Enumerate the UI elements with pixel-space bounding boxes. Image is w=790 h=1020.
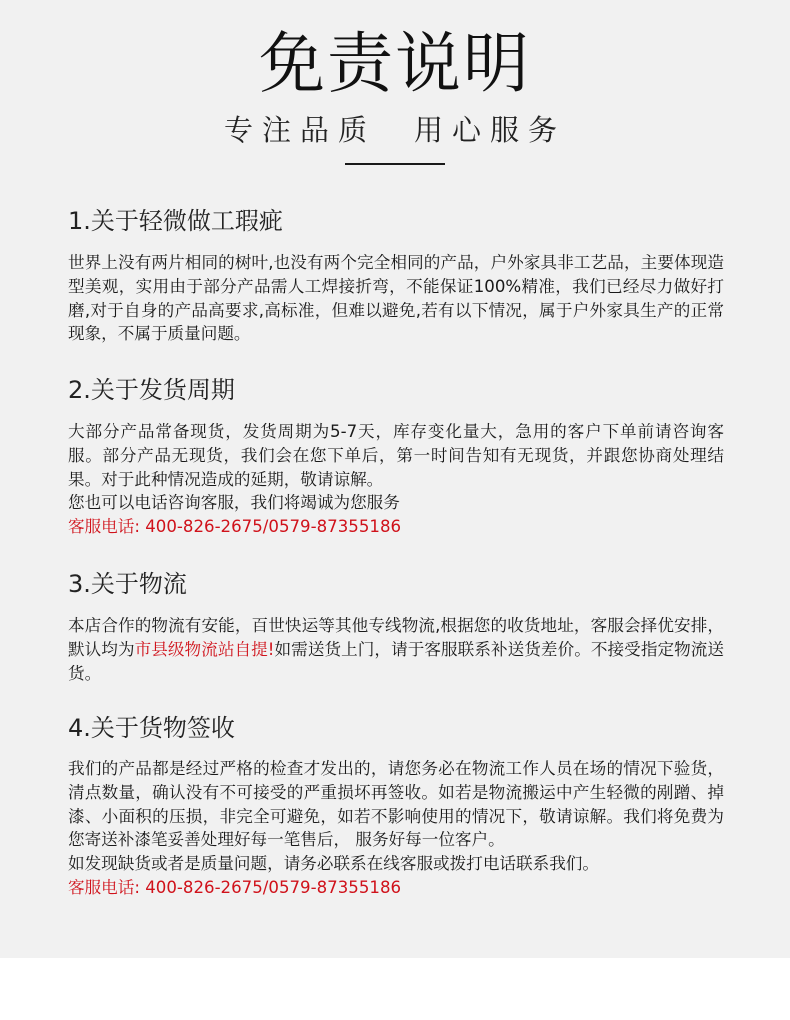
section-text-shipping-period: 大部分产品常备现货，发货周期为5-7天，库存变化量大，急用的客户下单前请咨询客服。部分产品无现货，我们会在您下单后，第一时间告知有无现货，并跟您协商处理结果。对于此种情况造成的延期，敬请谅解。 [68,422,724,489]
section-heading-logistics: 3.关于物流 [68,570,187,598]
shipping-consult-note: 您也可以电话咨询客服，我们将竭诚为您服务 [68,493,400,513]
section-body-receipt [68,757,724,900]
slogan-quality: 专注品质 [223,113,376,147]
title-divider [345,163,445,165]
customer-service-phone-2: 客服电话: 400-826-2675/0579-87355186 [68,877,402,897]
section-heading-shipping-period: 2.关于发货周期 [68,376,235,404]
contact-us-note: 如发现缺货或者是质量问题，请务必联系在线客服或拨打电话联系我们。 [68,854,599,874]
logistics-text-start: 本店合作的物流有安能，百世快运等其他专线物流,根据您的收货地址，客服会择优安排，默认均为 [68,616,724,659]
logistics-text-end: 如需送货上门，请于客服联系补送货差价。不接受指定物流送货。 [68,639,725,683]
slogan [0,110,790,150]
customer-service-phone: 客服电话: 400-826-2675/0579-87355186 [68,517,402,537]
section-heading-workmanship: 1.关于轻微做工瑕疵 [68,207,283,235]
section-body-shipping-period [68,420,724,539]
section-text-workmanship: 世界上没有两片相同的树叶,也没有两个完全相同的产品，户外家具非工艺品，主要体现造型美观，实用由于部分产品需人工焊接折弯，不能保证100%精准，我们已经尽力做好打磨,对于自身的产品高要求,高标准，但难以避免,若有以下情况，属于户外家具生产的正常现象，不属于质量问题。 [68,253,724,344]
section-text-logistics [68,614,724,685]
section-text-receipt: 我们的产品都是经过严格的检查才发出的，请您务必在物流工作人员在场的情况下验货，清点数量，确认没有不可接受的严重损坏再签收。如若是物流搬运中产生轻微的剐蹭、掉漆、小面积的压损，非完全可避免，如若不影响使用的情况下，敬请谅解。我们将免费为您寄送补漆笔妥善处理好每一笔售后， 服务好每一位客户。 [68,759,724,850]
slogan-service: 用心服务 [414,113,567,147]
section-heading-receipt: 4.关于货物签收 [68,714,235,742]
pickup-highlight: 市县级物流站自提! [134,639,275,659]
page-title: 免责说明 [259,25,531,102]
